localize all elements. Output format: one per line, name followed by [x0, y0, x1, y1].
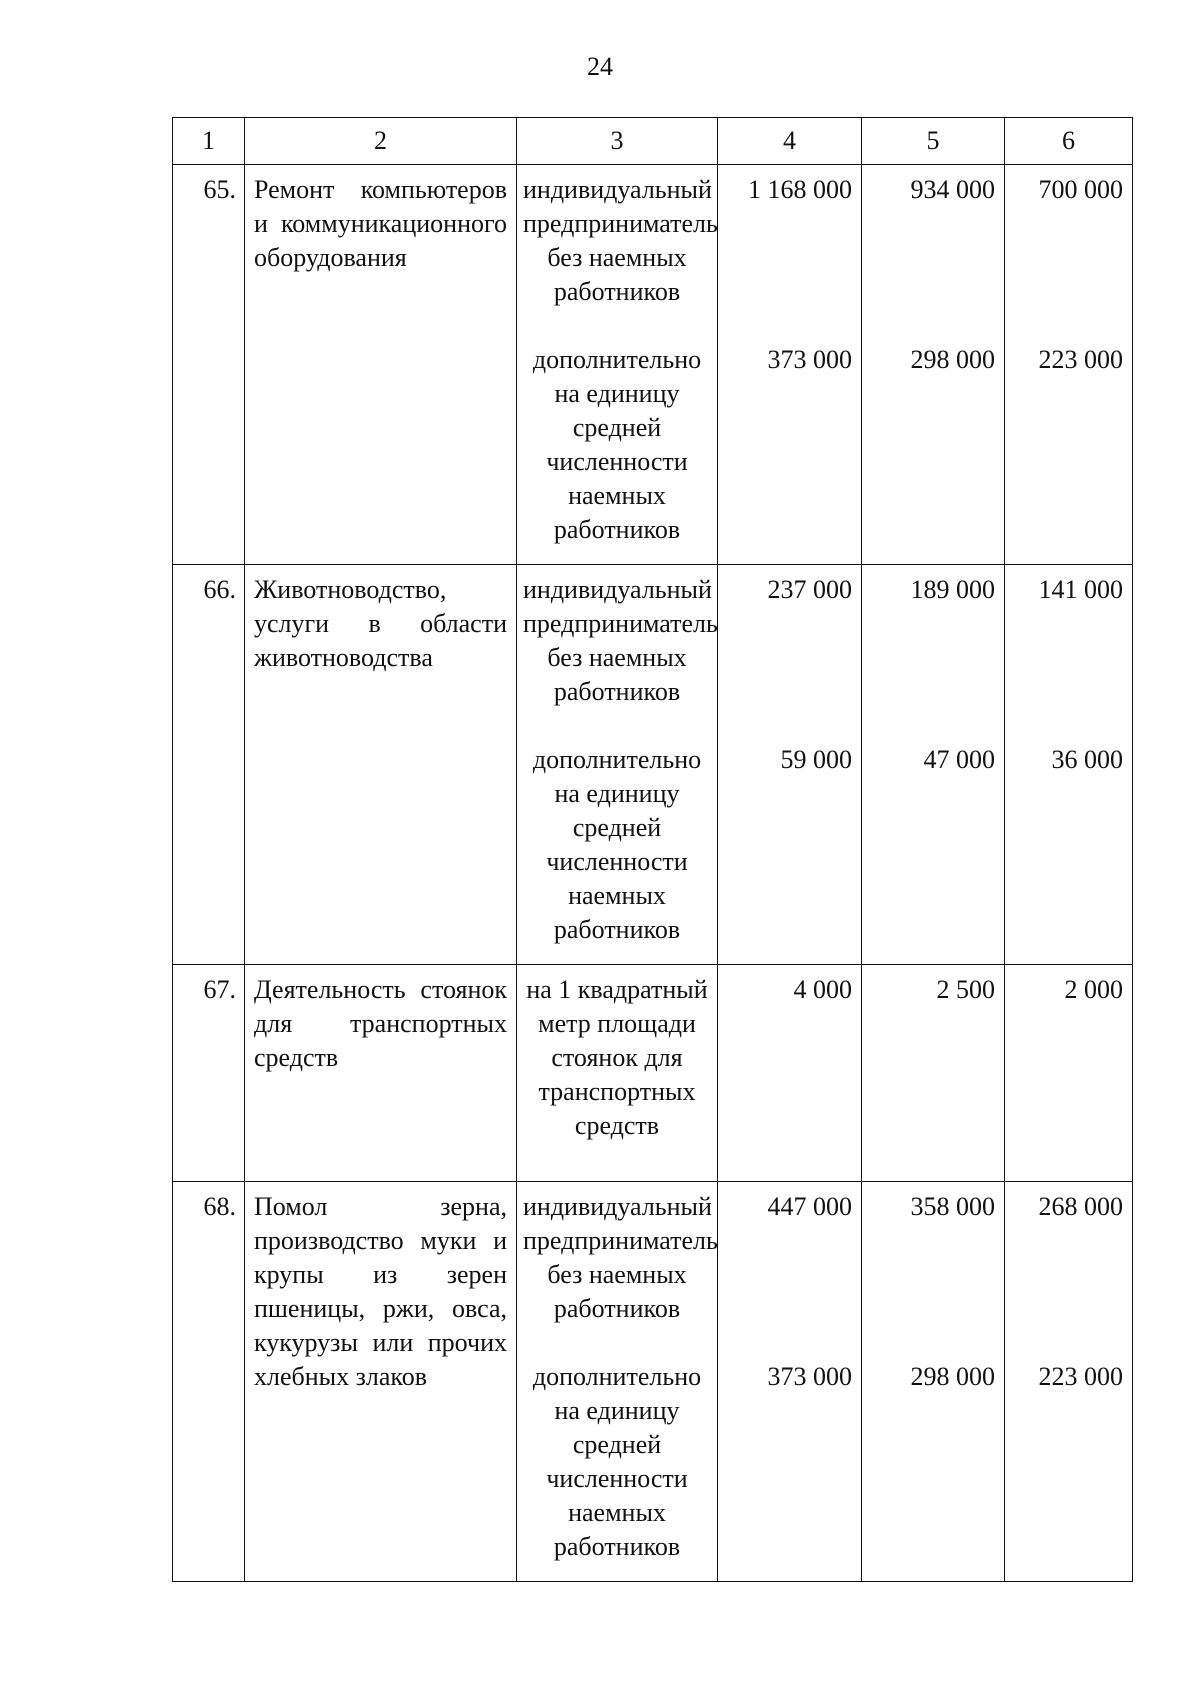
value: 298 000: [910, 345, 995, 374]
table-row: [173, 565, 1133, 965]
activity-name: Помол зерна, производство муки и крупы из зерен пшеницы, ржи, овса, кукурузы или прочих хлебных злаков: [245, 1182, 517, 1582]
value: 1 168 000: [748, 175, 852, 204]
value-col-4: [718, 565, 862, 965]
value-col-6: [1005, 565, 1133, 965]
value: 298 000: [910, 1362, 995, 1391]
header-col-5: 5: [862, 118, 1005, 165]
unit-label: дополнительно на единицу средней численности наемных работников: [532, 1362, 702, 1561]
value-col-4: [718, 965, 862, 1182]
value: 2 000: [1064, 975, 1123, 1004]
header-col-6: 6: [1005, 118, 1133, 165]
tariff-table: [172, 117, 1133, 1582]
value: 189 000: [910, 575, 995, 604]
table-row: [173, 965, 1133, 1182]
header-col-2: 2: [245, 118, 517, 165]
unit-label: индивидуальный предприниматель без наемных работников: [523, 1192, 718, 1323]
row-number: 68.: [173, 1182, 245, 1582]
unit-label: дополнительно на единицу средней численности наемных работников: [532, 345, 702, 544]
row-number: 67.: [173, 965, 245, 1182]
unit-label: индивидуальный предприниматель без наемных работников: [523, 175, 718, 306]
value: 373 000: [767, 1362, 852, 1391]
value-col-5: [862, 965, 1005, 1182]
activity-name: Ремонт компьютеров и коммуникационного оборудования: [245, 165, 517, 565]
table-row: [173, 165, 1133, 565]
value: 373 000: [767, 345, 852, 374]
page-number: 24: [587, 52, 613, 81]
header-col-3: 3: [517, 118, 718, 165]
value: 237 000: [767, 575, 852, 604]
value: 223 000: [1038, 345, 1123, 374]
value-col-5: [862, 165, 1005, 565]
value-col-5: [862, 565, 1005, 965]
activity-name: Животноводство, услуги в области животноводства: [245, 565, 517, 965]
value-col-4: [718, 165, 862, 565]
value-col-6: [1005, 1182, 1133, 1582]
value: 141 000: [1038, 575, 1123, 604]
unit-label: индивидуальный предприниматель без наемных работников: [523, 575, 718, 706]
value-col-6: [1005, 965, 1133, 1182]
value: 268 000: [1038, 1192, 1123, 1221]
value: 358 000: [910, 1192, 995, 1221]
value: 47 000: [923, 745, 995, 774]
unit-label: на 1 квадратный метр площади стоянок для транспортных средств: [526, 975, 708, 1140]
activity-name: Деятельность стоянок для транспортных средств: [245, 965, 517, 1182]
header-col-1: 1: [173, 118, 245, 165]
unit-label: дополнительно на единицу средней численности наемных работников: [532, 745, 702, 944]
table-row: [173, 1182, 1133, 1582]
value: 447 000: [767, 1192, 852, 1221]
value: 223 000: [1038, 1362, 1123, 1391]
value-col-4: [718, 1182, 862, 1582]
value: 4 000: [793, 975, 852, 1004]
row-number: 65.: [173, 165, 245, 565]
unit-cell: [517, 165, 718, 565]
header-col-4: 4: [718, 118, 862, 165]
row-number: 66.: [173, 565, 245, 965]
value: 59 000: [780, 745, 852, 774]
header-row: [173, 118, 1133, 165]
value: 934 000: [910, 175, 995, 204]
unit-cell: [517, 965, 718, 1182]
value-col-5: [862, 1182, 1005, 1582]
value: 700 000: [1038, 175, 1123, 204]
value: 36 000: [1051, 745, 1123, 774]
unit-cell: [517, 1182, 718, 1582]
unit-cell: [517, 565, 718, 965]
value: 2 500: [936, 975, 995, 1004]
value-col-6: [1005, 165, 1133, 565]
